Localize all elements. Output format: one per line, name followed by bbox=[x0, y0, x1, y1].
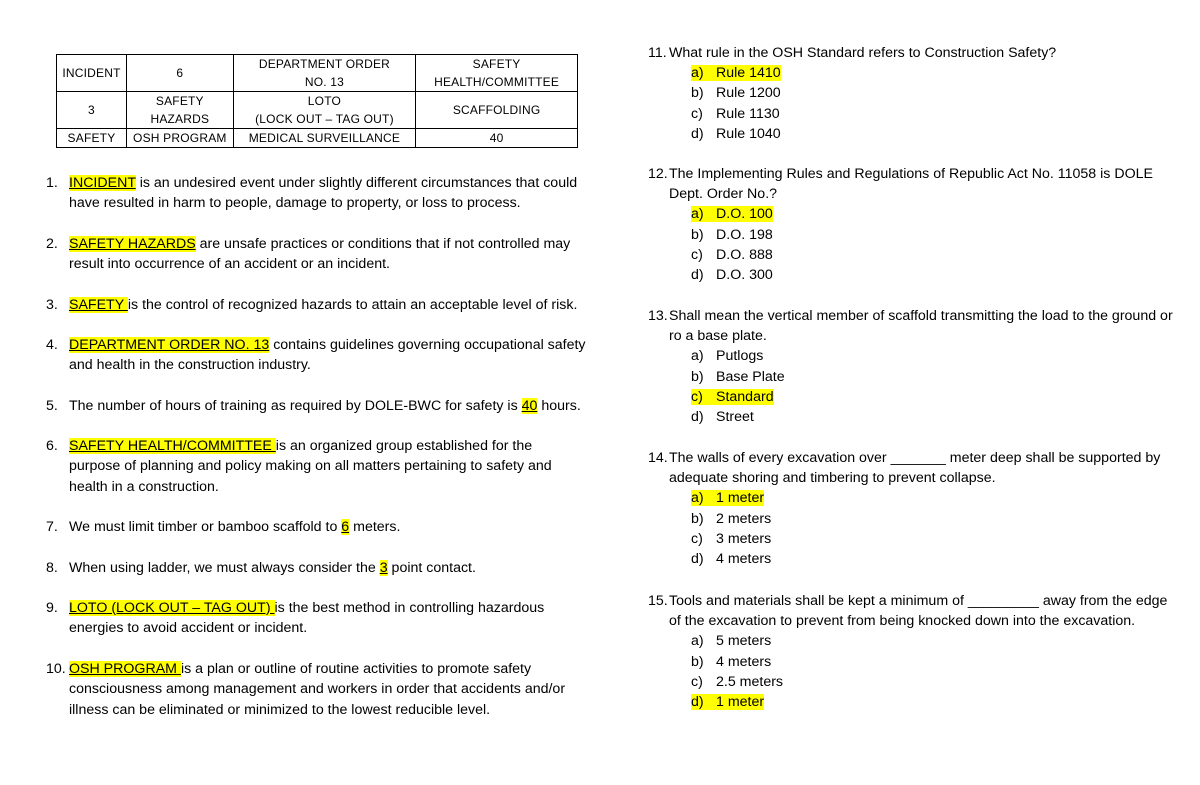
option-a: a) D.O. 100 bbox=[691, 206, 773, 223]
item-number: 2. bbox=[46, 236, 58, 252]
answer-item-8 bbox=[46, 558, 586, 578]
option-c: c) D.O. 888 bbox=[691, 246, 773, 263]
answer-highlight: OSH PROGRAM bbox=[69, 661, 181, 677]
answer-highlight: SAFETY bbox=[69, 297, 128, 313]
question-text: Shall mean the vertical member of scaffold transmitting the load to the ground or ro a base plate. bbox=[669, 308, 1173, 345]
answer-highlight: 3 bbox=[379, 560, 388, 576]
option-a: a) Rule 1410 bbox=[691, 65, 781, 82]
question-15 bbox=[648, 591, 1178, 712]
answer-item-9 bbox=[46, 598, 586, 639]
item-text bbox=[69, 659, 586, 720]
answer-item-6 bbox=[46, 436, 586, 497]
item-before: When using ladder, we must always consider the bbox=[69, 560, 380, 576]
item-before: We must limit timber or bamboo scaffold to bbox=[69, 519, 342, 535]
table-cell: SAFETY HAZARDS bbox=[126, 92, 233, 129]
item-rest: contains guidelines governing occupational safety and health in the construction industry. bbox=[69, 337, 586, 374]
answer-highlight: 6 bbox=[341, 519, 350, 535]
item-rest: hours. bbox=[537, 398, 581, 414]
option-b: b) Rule 1200 bbox=[691, 85, 781, 102]
question-13 bbox=[648, 306, 1178, 427]
item-number: 3. bbox=[46, 297, 58, 313]
item-number: 6. bbox=[46, 438, 58, 454]
option-c: c) Rule 1130 bbox=[691, 105, 780, 122]
item-text bbox=[69, 335, 586, 376]
question-number: 14. bbox=[648, 450, 668, 466]
question-number: 15. bbox=[648, 593, 668, 609]
item-number: 5. bbox=[46, 398, 58, 414]
item-number: 10. bbox=[46, 661, 66, 677]
question-number: 11. bbox=[648, 45, 667, 61]
question-14 bbox=[648, 448, 1178, 569]
option-list bbox=[691, 346, 1178, 427]
question-11 bbox=[648, 43, 1178, 144]
option-b: b) D.O. 198 bbox=[691, 226, 773, 243]
table-cell: 40 bbox=[416, 129, 578, 148]
item-text bbox=[69, 173, 586, 214]
table-cell: OSH PROGRAM bbox=[126, 129, 233, 148]
answer-item-5 bbox=[46, 396, 586, 416]
word-bank-table bbox=[56, 54, 578, 148]
option-d: d) D.O. 300 bbox=[691, 266, 773, 283]
table-cell: MEDICAL SURVEILLANCE bbox=[233, 129, 415, 148]
answer-highlight: 40 bbox=[521, 398, 538, 414]
item-rest: is an undesired event under slightly different circumstances that could have resulted in harm to people, damage to property, or loss to process. bbox=[69, 175, 578, 212]
item-text bbox=[69, 558, 586, 578]
item-rest: meters. bbox=[349, 519, 401, 535]
question-text: What rule in the OSH Standard refers to Construction Safety? bbox=[669, 45, 1057, 61]
table-cell: SAFETY HEALTH/COMMITTEE bbox=[416, 55, 578, 92]
table-row bbox=[57, 129, 578, 148]
answer-item-1 bbox=[46, 173, 586, 214]
item-rest: is an organized group established for the purpose of planning and policy making on all matters pertaining to safety and health in a construction. bbox=[69, 438, 552, 495]
item-number: 7. bbox=[46, 519, 58, 535]
option-b: b) Base Plate bbox=[691, 368, 785, 385]
item-text bbox=[69, 598, 586, 639]
item-number: 9. bbox=[46, 600, 58, 616]
question-12 bbox=[648, 164, 1178, 285]
table-cell: SAFETY bbox=[57, 129, 127, 148]
option-d: d) 1 meter bbox=[691, 693, 765, 710]
answer-item-4 bbox=[46, 335, 586, 376]
item-rest: is the control of recognized hazards to attain an acceptable level of risk. bbox=[127, 297, 578, 313]
item-text bbox=[69, 436, 586, 497]
option-a: a) 1 meter bbox=[691, 490, 765, 507]
table-cell: LOTO (LOCK OUT – TAG OUT) bbox=[233, 92, 415, 129]
item-rest: is the best method in controlling hazardous energies to avoid accident or incident. bbox=[69, 600, 545, 637]
answer-item-3 bbox=[46, 295, 586, 315]
answer-highlight: SAFETY HAZARDS bbox=[69, 236, 196, 252]
option-d: d) 4 meters bbox=[691, 550, 772, 567]
option-list bbox=[691, 631, 1178, 712]
option-c: c) Standard bbox=[691, 388, 774, 405]
option-list bbox=[691, 488, 1178, 569]
option-c: c) 2.5 meters bbox=[691, 673, 784, 690]
table-cell: INCIDENT bbox=[57, 55, 127, 92]
item-number: 8. bbox=[46, 560, 58, 576]
answer-highlight: LOTO (LOCK OUT – TAG OUT) bbox=[69, 600, 275, 616]
answer-highlight: SAFETY HEALTH/COMMITTEE bbox=[69, 438, 276, 454]
answer-highlight: DEPARTMENT ORDER NO. 13 bbox=[69, 337, 270, 353]
item-text bbox=[69, 295, 586, 315]
answer-item-2 bbox=[46, 234, 586, 275]
question-text: The Implementing Rules and Regulations of Republic Act No. 11058 is DOLE Dept. Order No.? bbox=[669, 166, 1153, 203]
item-text bbox=[69, 517, 586, 537]
answer-highlight: INCIDENT bbox=[69, 175, 136, 191]
option-b: b) 2 meters bbox=[691, 510, 772, 527]
option-list bbox=[691, 204, 1178, 285]
table-row bbox=[57, 92, 578, 129]
answer-item-7 bbox=[46, 517, 586, 537]
question-number: 12. bbox=[648, 166, 668, 182]
item-rest: are unsafe practices or conditions that if not controlled may result into occurrence of an accident or an incident. bbox=[69, 236, 571, 273]
table-cell: 6 bbox=[126, 55, 233, 92]
option-d: d) Rule 1040 bbox=[691, 125, 781, 142]
item-text bbox=[69, 234, 586, 275]
table-cell: 3 bbox=[57, 92, 127, 129]
item-rest: is a plan or outline of routine activities to promote safety consciousness among management and workers in order that accidents and/or illness can be eliminated or minimized to the lowest reducible level. bbox=[69, 661, 566, 718]
option-d: d) Street bbox=[691, 408, 754, 425]
option-a: a) 5 meters bbox=[691, 633, 772, 650]
table-row bbox=[57, 55, 578, 92]
option-a: a) Putlogs bbox=[691, 348, 764, 365]
option-c: c) 3 meters bbox=[691, 530, 772, 547]
item-number: 1. bbox=[46, 175, 58, 191]
table-cell: DEPARTMENT ORDER NO. 13 bbox=[233, 55, 415, 92]
item-number: 4. bbox=[46, 337, 58, 353]
question-number: 13. bbox=[648, 308, 668, 324]
item-before: The number of hours of training as required by DOLE-BWC for safety is bbox=[69, 398, 522, 414]
question-text: Tools and materials shall be kept a minimum of _________ away from the edge of the excavation to prevent from being knocked down into the excavation. bbox=[669, 593, 1168, 630]
item-text bbox=[69, 396, 586, 416]
item-rest: point contact. bbox=[387, 560, 476, 576]
table-cell: SCAFFOLDING bbox=[416, 92, 578, 129]
option-b: b) 4 meters bbox=[691, 653, 772, 670]
option-list bbox=[691, 63, 1178, 144]
answer-item-10 bbox=[46, 659, 586, 720]
question-text: The walls of every excavation over _______ meter deep shall be supported by adequate shoring and timbering to prevent collapse. bbox=[669, 450, 1161, 487]
